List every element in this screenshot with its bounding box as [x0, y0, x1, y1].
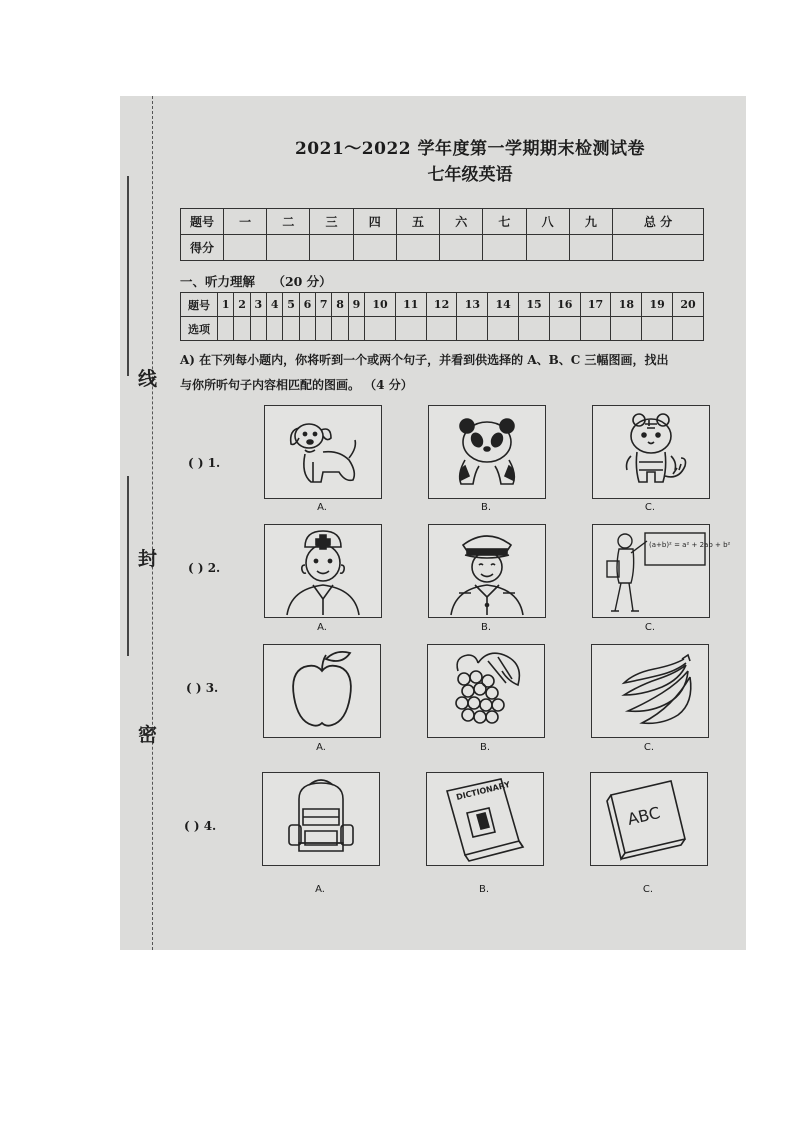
section-heading — [180, 272, 332, 290]
score-cell[interactable] — [224, 235, 267, 261]
side-class-line — [127, 476, 129, 656]
score-cell[interactable] — [483, 235, 526, 261]
option-letter: C. — [642, 884, 654, 895]
answer-cell[interactable] — [316, 317, 332, 341]
question-label[interactable]: ( ) 2. — [188, 561, 221, 575]
answer-cell[interactable] — [580, 317, 611, 341]
answer-number: 9 — [348, 293, 364, 317]
teacher-icon[interactable] — [592, 524, 731, 618]
answer-number: 7 — [316, 293, 332, 317]
book-icon[interactable] — [590, 772, 708, 866]
answer-cell[interactable] — [642, 317, 673, 341]
panda-icon[interactable] — [428, 405, 546, 499]
score-col-total: 总 分 — [613, 209, 704, 235]
score-cell[interactable] — [569, 235, 612, 261]
answer-number: 5 — [283, 293, 299, 317]
score-cell[interactable] — [353, 235, 396, 261]
exam-paper — [120, 96, 746, 950]
answer-cell[interactable] — [488, 317, 519, 341]
option-letter: C. — [644, 622, 656, 633]
answer-number: 13 — [457, 293, 488, 317]
exam-subtitle: 七年级英语 — [427, 165, 513, 185]
answer-cell[interactable] — [267, 317, 283, 341]
grapes-icon[interactable] — [427, 644, 545, 738]
score-col: 一 — [224, 209, 267, 235]
answer-number: 12 — [426, 293, 457, 317]
binding-char-xian: 线 — [138, 368, 158, 390]
dictionary-icon[interactable] — [426, 772, 544, 866]
answer-cell[interactable] — [218, 317, 234, 341]
answer-cell[interactable] — [519, 317, 550, 341]
instruction-line: A) 在下列每小题内，你将听到一个或两个句子，并看到供选择的 A、B、C 三幅图画，找出 — [180, 353, 669, 367]
answer-number: 4 — [267, 293, 283, 317]
score-row-label: 题号 — [181, 209, 224, 235]
score-row-label: 得分 — [181, 235, 224, 261]
answer-cell[interactable] — [348, 317, 364, 341]
answer-option-row — [181, 317, 704, 341]
answer-number: 14 — [488, 293, 519, 317]
score-col: 八 — [526, 209, 569, 235]
dog-icon[interactable] — [264, 405, 382, 499]
answer-cell[interactable] — [365, 317, 396, 341]
bananas-icon[interactable] — [591, 644, 709, 738]
answer-number: 3 — [250, 293, 266, 317]
question-label[interactable]: ( ) 1. — [188, 456, 221, 470]
option-letter: B. — [480, 622, 492, 633]
section-title: 一、听力理解 — [180, 274, 256, 289]
question-label[interactable]: ( ) 3. — [186, 681, 219, 695]
exam-title: 2021～2022 学年度第一学期期末检测试卷 — [294, 139, 646, 159]
option-letter: A. — [316, 742, 326, 753]
answer-cell[interactable] — [283, 317, 299, 341]
side-name-line — [127, 176, 129, 376]
answer-cell[interactable] — [299, 317, 315, 341]
option-letter: A. — [315, 884, 325, 895]
answer-row-label: 选项 — [181, 317, 218, 341]
answer-cell[interactable] — [234, 317, 250, 341]
option-letter: A. — [317, 622, 327, 633]
answer-number: 19 — [642, 293, 673, 317]
answer-row-label: 题号 — [181, 293, 218, 317]
option-letter: A. — [317, 502, 327, 513]
answer-cell[interactable] — [457, 317, 488, 341]
score-cell[interactable] — [267, 235, 310, 261]
answer-cell[interactable] — [673, 317, 704, 341]
answer-number: 2 — [234, 293, 250, 317]
score-col: 五 — [396, 209, 439, 235]
score-table — [180, 208, 704, 261]
option-letter: B. — [478, 884, 490, 895]
score-cell[interactable] — [396, 235, 439, 261]
score-col: 二 — [267, 209, 310, 235]
option-letter: B. — [479, 742, 491, 753]
score-col: 四 — [353, 209, 396, 235]
answer-number: 20 — [673, 293, 704, 317]
answer-cell[interactable] — [611, 317, 642, 341]
score-col: 六 — [440, 209, 483, 235]
answer-number: 17 — [580, 293, 611, 317]
apple-icon[interactable] — [263, 644, 381, 738]
score-cell[interactable] — [440, 235, 483, 261]
backpack-icon[interactable] — [262, 772, 380, 866]
blackboard-formula: (a+b)² = a² + 2ab + b² — [649, 541, 731, 549]
answer-number: 15 — [519, 293, 550, 317]
question-label[interactable]: ( ) 4. — [184, 819, 217, 833]
score-col: 九 — [569, 209, 612, 235]
dictionary-title: DICTIONARY — [455, 779, 511, 802]
section-points: （20 分） — [272, 274, 332, 289]
option-letter: C. — [643, 742, 655, 753]
answer-cell[interactable] — [426, 317, 457, 341]
doctor-icon[interactable] — [264, 524, 382, 618]
option-letter: B. — [480, 502, 492, 513]
part-a-instruction — [180, 348, 740, 398]
answer-cell[interactable] — [549, 317, 580, 341]
answer-number: 18 — [611, 293, 642, 317]
score-table-score-row — [181, 235, 704, 261]
score-cell[interactable] — [526, 235, 569, 261]
policeman-icon[interactable] — [428, 524, 546, 618]
book-cover-text: ABC — [625, 803, 662, 829]
answer-cell[interactable] — [332, 317, 348, 341]
answer-number: 8 — [332, 293, 348, 317]
score-cell[interactable] — [613, 235, 704, 261]
answer-number-row — [181, 293, 704, 317]
score-cell[interactable] — [310, 235, 353, 261]
answer-number: 1 — [218, 293, 234, 317]
answer-number: 10 — [365, 293, 396, 317]
tiger-icon[interactable] — [592, 405, 710, 499]
binding-char-feng: 封 — [138, 548, 158, 570]
answer-table — [180, 292, 704, 341]
answer-number: 16 — [549, 293, 580, 317]
binding-char-mi: 密 — [138, 724, 158, 746]
binding-dashed-line — [152, 96, 153, 950]
instruction-line: 与你所听句子内容相匹配的图画。 （4 分） — [180, 378, 413, 392]
answer-cell[interactable] — [395, 317, 426, 341]
answer-number: 6 — [299, 293, 315, 317]
score-col: 七 — [483, 209, 526, 235]
score-col: 三 — [310, 209, 353, 235]
answer-cell[interactable] — [250, 317, 266, 341]
answer-number: 11 — [395, 293, 426, 317]
option-letter: C. — [644, 502, 656, 513]
score-table-header-row — [181, 209, 704, 235]
